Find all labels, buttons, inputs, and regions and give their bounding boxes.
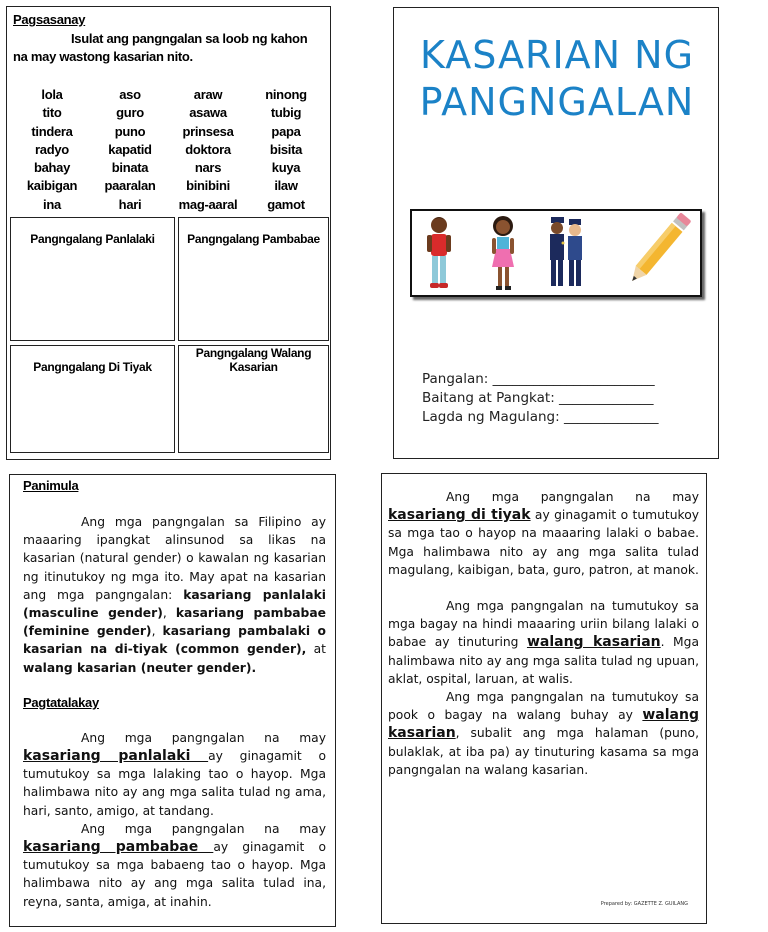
box-panlalaki-label: Pangngalang Panlalaki xyxy=(30,232,155,246)
word: asawa xyxy=(189,105,227,121)
pook-paragraph xyxy=(388,688,699,779)
walang-kasarian-post: . Mga halimbawa nito ay ang mga salita tulad ng upuan, aklat, ospital, laruan, at walis. xyxy=(388,635,699,686)
cover-title-line1: KASARIAN NG xyxy=(419,33,695,77)
panimula-term-2: kasariang pambabae (feminine gender) xyxy=(23,606,326,639)
word: radyo xyxy=(35,141,69,157)
field-pangalan[interactable]: Pangalan: ________________________ xyxy=(422,371,655,387)
word: kaibigan xyxy=(26,178,78,194)
box-walang-kasarian[interactable] xyxy=(178,345,329,453)
panimula-term-4: walang kasarian (neuter gender). xyxy=(23,660,257,675)
word: hari xyxy=(118,196,142,212)
word: guro xyxy=(116,105,144,121)
word: mag-aaral xyxy=(178,196,238,212)
word-row xyxy=(13,86,325,104)
walang-kasarian-pre: Ang mga pangngalan na tumutukoy sa mga bagay na hindi maaaring uriin bilang lalaki o babae ay tinuturing xyxy=(388,599,699,650)
word: puno xyxy=(114,123,146,139)
word: doktora xyxy=(185,141,231,157)
panimula-term-1: kasariang panlalaki (masculine gender) xyxy=(23,587,326,621)
word: tindera xyxy=(31,123,73,139)
pagsasanay-title: Pagsasanay xyxy=(13,12,86,27)
box-walang-kasarian-line2: Kasarian xyxy=(229,360,278,374)
word: prinsesa xyxy=(182,123,234,139)
panimula-text: Ang mga pangngalan sa Filipino ay maaaring ipangkat alinsunod sa likas na kasarian (natural gender) o kawalan ng kasarian ng itinutukoy ng mga ito. May apat na kasarian ang mga pangngalan: xyxy=(23,515,326,602)
boy-icon xyxy=(427,217,451,288)
di-tiyak-pre: Ang mga pangngalan na may xyxy=(446,490,699,504)
cover-title xyxy=(394,32,720,126)
word-row xyxy=(13,141,325,159)
word: ilaw xyxy=(274,178,298,194)
panimula-term-3: kasariang pambalaki o kasarian na di-tiyak (common gender), xyxy=(23,624,326,657)
panlalaki-post: ay ginagamit o tumutukoy sa mga lalaking tao o hayop. Mga halimbawa nito ay ang mga salita tulad ng ama, hari, santo, amigo, at tandang. xyxy=(23,749,327,818)
word: tubig xyxy=(270,105,302,121)
pook-term: walang kasarian xyxy=(388,707,699,742)
instruction-line2: na may wastong kasarian nito. xyxy=(13,48,193,64)
walang-kasarian-term: walang kasarian xyxy=(526,634,661,651)
box-pambabae-label: Pangngalang Pambabae xyxy=(187,232,320,246)
word-row xyxy=(13,123,325,141)
cover-title-line2: PANGNGALAN xyxy=(419,80,695,124)
panimula-paragraph xyxy=(23,513,326,677)
girl-icon xyxy=(492,216,514,290)
police-icon xyxy=(550,217,582,286)
panlalaki-paragraph xyxy=(23,729,326,820)
pencil-icon xyxy=(627,212,692,285)
word: binibini xyxy=(186,178,230,194)
word: bahay xyxy=(33,160,71,176)
pook-pre: Ang mga pangngalan na tumutukoy sa pook o bagay na walang buhay ay xyxy=(388,690,699,723)
word: tito xyxy=(42,105,62,121)
pook-post: , subalit ang mga halaman (puno, bulaklak, at iba pa) ay tinuturing kasama sa mga pangngalan na walang kasarian. xyxy=(388,726,699,777)
word: ina xyxy=(43,196,61,212)
box-pambabae[interactable] xyxy=(178,217,329,341)
walang-kasarian-paragraph xyxy=(388,597,699,688)
instruction-line1: Isulat ang pangngalan sa loob ng kahon xyxy=(71,31,308,46)
panimula-sep-3: at xyxy=(306,642,326,657)
box-panlalaki[interactable] xyxy=(10,217,175,341)
cover-panel xyxy=(393,7,719,459)
word-row xyxy=(13,159,325,177)
panlalaki-term: kasariang panlalaki xyxy=(23,748,209,765)
word: kuya xyxy=(271,160,301,176)
panimula-sep-1: , xyxy=(162,606,176,621)
panimula-heading: Panimula xyxy=(23,478,79,493)
box-walang-kasarian-line1: Pangngalang Walang xyxy=(195,346,312,360)
word: paaralan xyxy=(104,178,156,194)
pambabae-post: ay ginagamit o tumutukoy sa mga babaeng tao o hayop. Mga halimbawa nito ay ang mga salita tulad ina, reyna, santa, amiga, at inahin. xyxy=(23,840,326,909)
word: papa xyxy=(271,123,301,139)
box-walang-kasarian-label xyxy=(179,346,328,374)
di-tiyak-paragraph xyxy=(388,488,699,579)
word: lola xyxy=(41,87,63,102)
di-tiyak-term: kasariang di tiyak xyxy=(388,507,531,524)
di-tiyak-panel xyxy=(381,473,707,924)
pagsasanay-panel xyxy=(6,6,331,460)
pambabae-pre: Ang mga pangngalan na may xyxy=(81,821,326,836)
word-row xyxy=(13,104,325,122)
cover-fields xyxy=(422,370,658,427)
word-list xyxy=(13,86,325,214)
word-row xyxy=(13,177,325,195)
panimula-panel xyxy=(9,474,336,927)
panlalaki-pre: Ang mga pangngalan na may xyxy=(81,730,326,745)
word: bisita xyxy=(269,141,303,157)
word: kapatid xyxy=(108,141,152,157)
credit: Prepared by: GAZETTE Z. GUILANG xyxy=(600,901,688,907)
word: nars xyxy=(194,160,222,176)
field-lagda[interactable]: Lagda ng Magulang: ______________ xyxy=(422,409,659,425)
word: ninong xyxy=(265,87,307,102)
pambabae-term: kasariang pambabae xyxy=(23,839,214,856)
word-row xyxy=(13,196,325,214)
word: araw xyxy=(193,87,223,102)
word: binata xyxy=(111,160,149,176)
word: aso xyxy=(119,87,141,102)
word: gamot xyxy=(267,196,305,212)
instruction xyxy=(13,30,325,65)
panimula-sep-2: , xyxy=(151,624,163,639)
box-di-tiyak[interactable] xyxy=(10,345,175,453)
illustration xyxy=(412,211,700,295)
field-baitang[interactable]: Baitang at Pangkat: ______________ xyxy=(422,390,654,406)
di-tiyak-post: ay ginagamit o tumutukoy sa mga tao o hayop na maaaring lalaki o babae. Mga halimbawa nito ay ang mga salita tulad magulang, kaibigan, bata, guro, patron, at manok. xyxy=(388,508,699,577)
pagtatalakay-heading: Pagtatalakay xyxy=(23,694,99,710)
box-di-tiyak-label: Pangngalang Di Tiyak xyxy=(33,360,152,374)
pambabae-paragraph xyxy=(23,820,326,911)
illustration-box xyxy=(410,209,702,297)
